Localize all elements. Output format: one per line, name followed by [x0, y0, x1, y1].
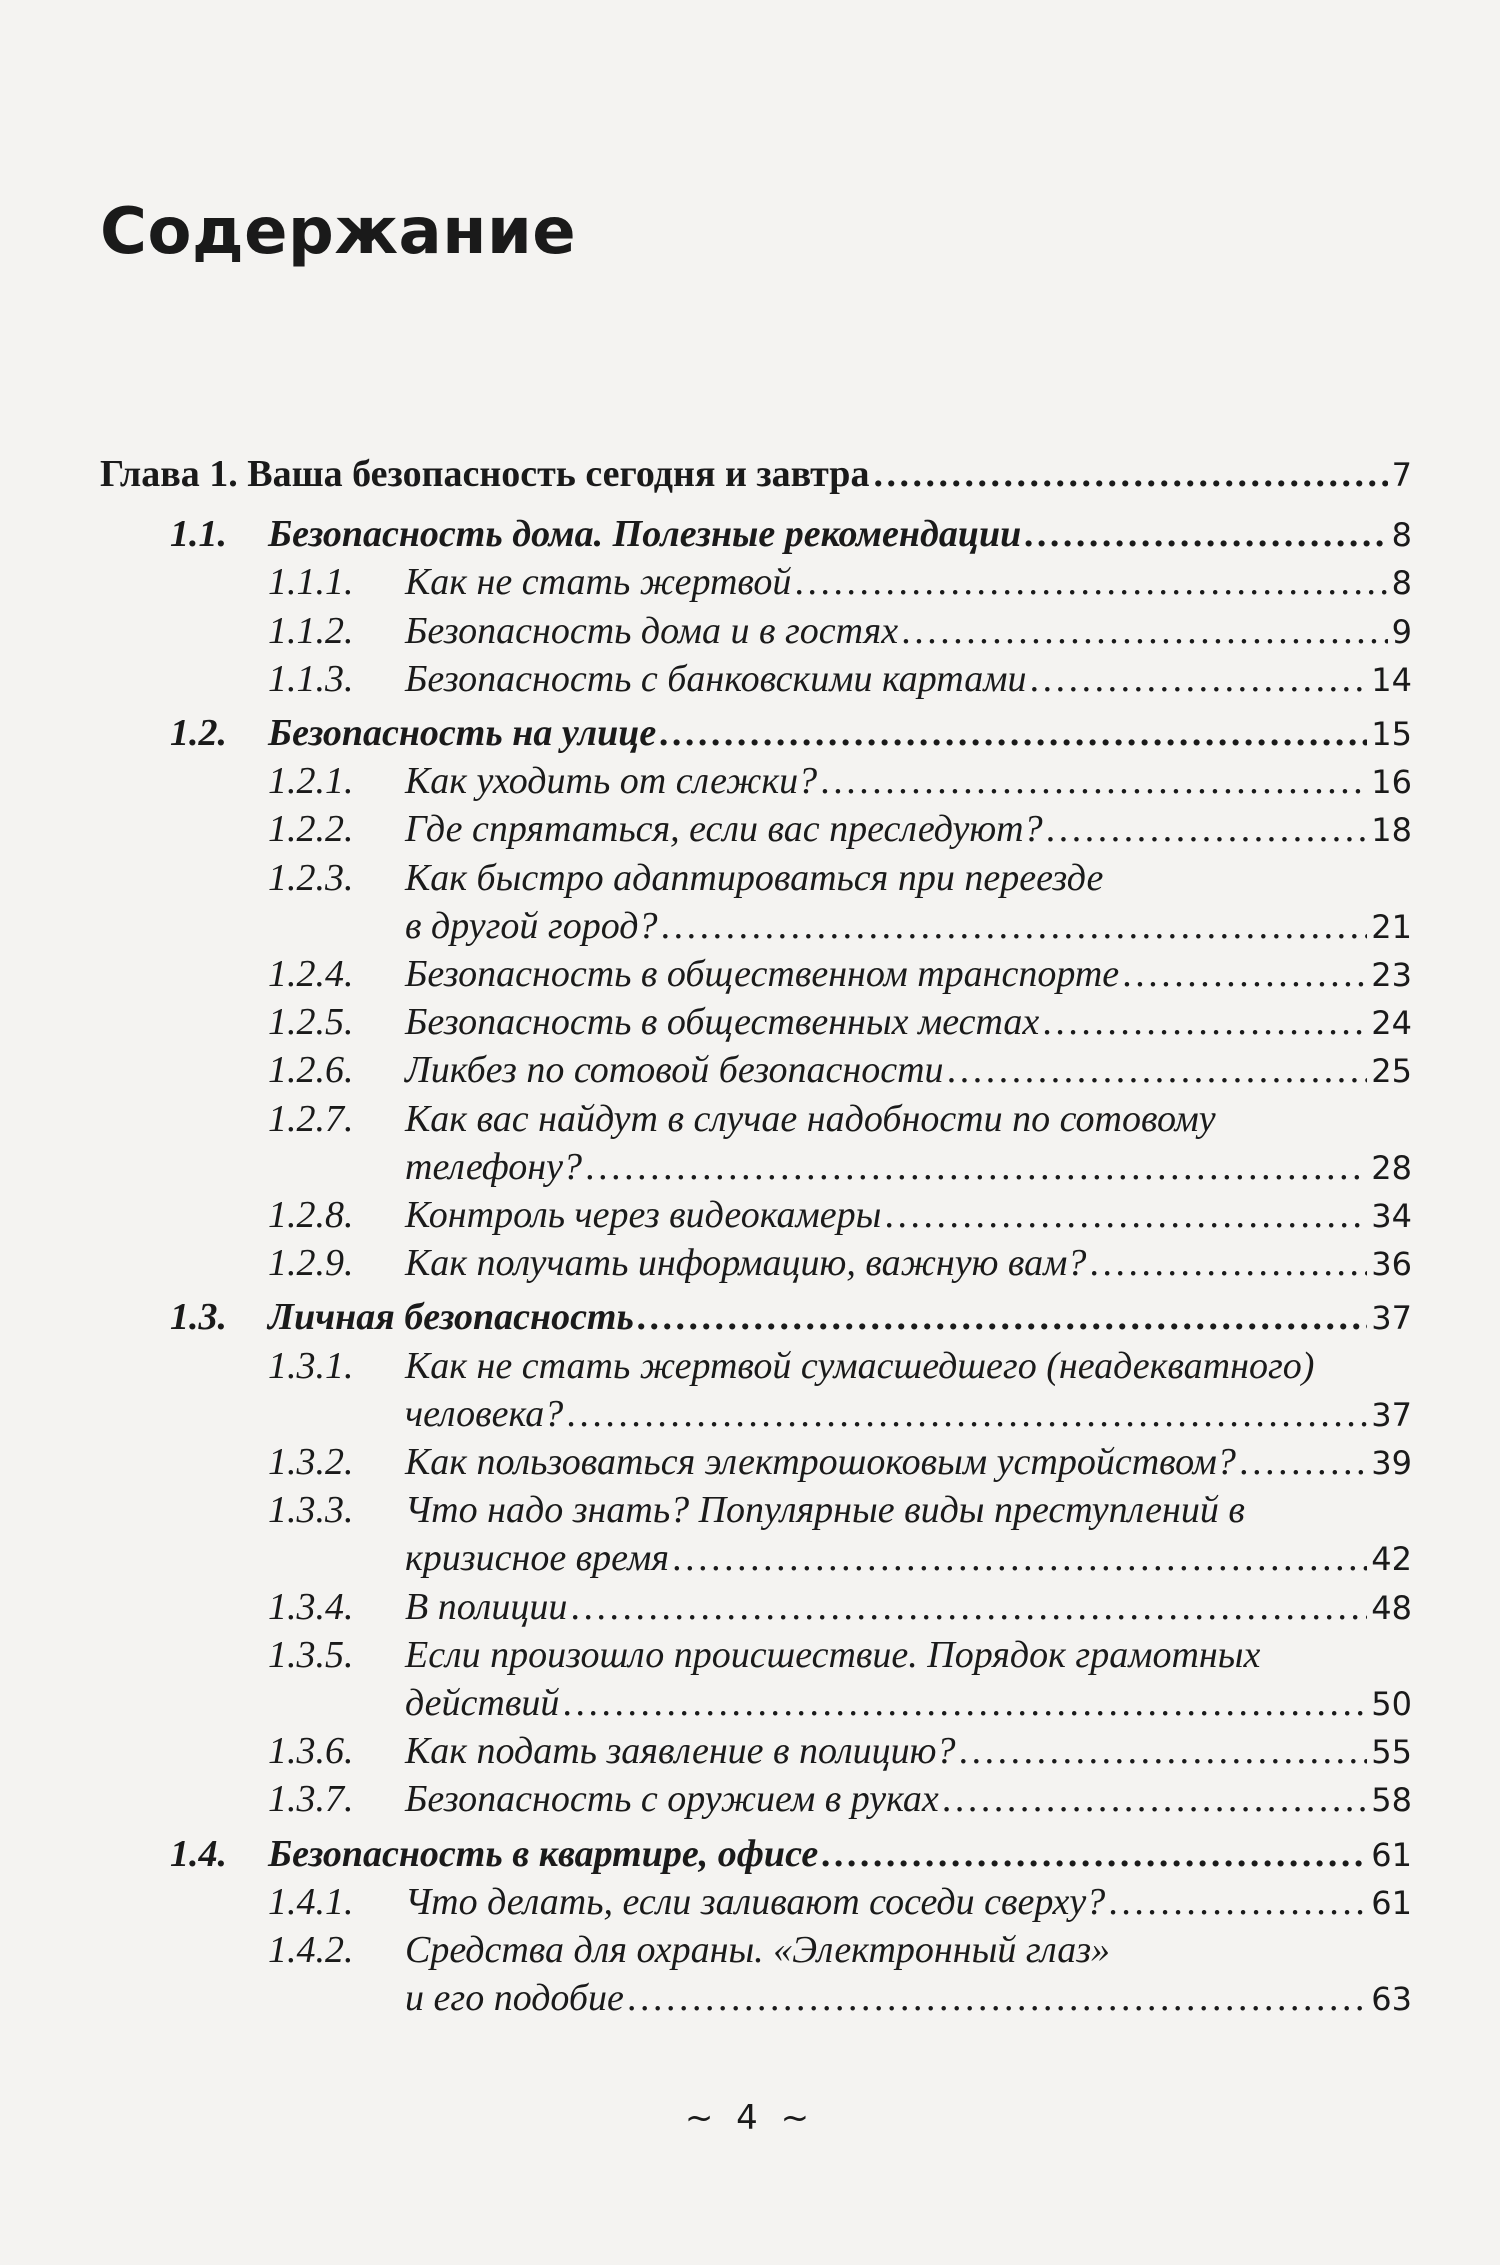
toc-page-number: 18: [1371, 811, 1412, 850]
toc-entry-number: 1.4.2.: [268, 1929, 354, 1971]
toc-entry-number: 1.3.7.: [268, 1778, 354, 1821]
toc-entry-title: Где спрятаться, если вас преследуют?: [405, 808, 1043, 851]
toc-entry-number: 1.2.6.: [268, 1049, 354, 1092]
dot-leader: [821, 757, 1367, 805]
dot-leader: [1025, 510, 1387, 558]
toc-entry-title: телефону?: [405, 1145, 582, 1188]
toc-page-number: 61: [1371, 1883, 1412, 1922]
toc-entry-number: 1.2.7.: [268, 1097, 354, 1140]
toc-entry-title: Как не стать жертвой сумасшедшего (неадекватного): [405, 1344, 1315, 1387]
toc-entry-title: Безопасность в общественном транспорте: [405, 953, 1120, 995]
toc-page-number: 34: [1371, 1197, 1412, 1235]
toc-entry-title: Как подать заявление в полицию?: [405, 1730, 956, 1773]
dot-leader: [1123, 950, 1367, 998]
toc-entry-title: и его подобие: [405, 1977, 624, 2020]
toc-entry-number: 1.3.4.: [268, 1585, 354, 1628]
toc-page-number: 42: [1371, 1540, 1412, 1579]
dot-leader: [660, 709, 1367, 757]
dot-leader: [1043, 998, 1367, 1046]
toc-entry-title: Безопасность с банковскими картами: [405, 657, 1027, 700]
toc-entry-number: 1.2.1.: [268, 760, 354, 803]
toc-page-number: 8: [1391, 564, 1412, 603]
dot-leader: [873, 450, 1387, 498]
toc-entry-title: Контроль через видеокамеры: [405, 1194, 882, 1236]
toc-entry-number: 1.1.2.: [268, 609, 354, 652]
toc-page-number: 61: [1371, 1835, 1412, 1874]
dot-leader: [571, 1583, 1367, 1631]
toc-entry-title: Что делать, если заливают соседи сверху?: [405, 1880, 1106, 1923]
toc-entry-number: 1.1.1.: [268, 561, 354, 604]
toc-entry-number: 1.3.6.: [268, 1730, 354, 1773]
toc-entry-title: человека?: [405, 1392, 564, 1435]
toc-entry-number: 1.2.8.: [268, 1194, 354, 1236]
toc-page-number: 21: [1371, 907, 1412, 946]
toc-page-number: 39: [1371, 1444, 1412, 1482]
dot-leader: [1109, 1878, 1367, 1926]
toc-entry-number: 1.2.5.: [268, 1001, 354, 1044]
dot-leader: [822, 1830, 1367, 1878]
toc-page-number: 58: [1371, 1781, 1412, 1820]
toc-entry-title: Как вас найдут в случае надобности по сотовому: [405, 1097, 1216, 1140]
toc-entry-number: 1.2.4.: [268, 953, 354, 995]
dot-leader: [1240, 1438, 1367, 1486]
toc-entry-title: Личная безопасность: [268, 1296, 634, 1339]
page-number: ~ 4 ~: [684, 2098, 816, 2138]
toc-entry-number: 1.4.1.: [268, 1880, 354, 1923]
toc-entry-number: 1.1.3.: [268, 657, 354, 700]
toc-entry-title: кризисное время: [405, 1537, 670, 1580]
toc-entry-title: Что надо знать? Популярные виды преступлений в: [405, 1489, 1245, 1532]
toc-entry-number: 1.3.2.: [268, 1441, 354, 1483]
toc-entry-title: действий: [405, 1682, 560, 1724]
toc-page-number: 16: [1371, 763, 1412, 802]
toc-entry-title: Как быстро адаптироваться при переезде: [405, 856, 1104, 899]
toc-entry-number: 1.3.: [170, 1296, 227, 1339]
toc-entry-title: Как пользоваться электрошоковым устройством?: [405, 1441, 1236, 1483]
toc-entry-title: в другой город?: [405, 904, 658, 947]
toc-entry-title: Как уходить от слежки?: [405, 760, 818, 803]
toc-page-number: 9: [1391, 612, 1412, 651]
toc-page-number: 15: [1371, 715, 1412, 753]
toc-entry-number: 1.3.1.: [268, 1344, 354, 1387]
dot-leader: [586, 1143, 1367, 1191]
toc-page-number: 37: [1371, 1395, 1412, 1434]
toc-entry-number: 1.2.3.: [268, 856, 354, 899]
toc-entry-title: Как получать информацию, важную вам?: [405, 1242, 1087, 1285]
toc-entry-title: Безопасность дома и в гостях: [405, 609, 899, 652]
toc-page-number: 14: [1371, 660, 1412, 699]
toc-entry-title: Безопасность с оружием в руках: [405, 1778, 939, 1821]
toc-page-number: 50: [1371, 1685, 1412, 1723]
dot-leader: [795, 558, 1387, 606]
toc-entry-title: Безопасность в общественных местах: [405, 1001, 1040, 1044]
dot-leader: [1047, 805, 1368, 853]
dot-leader: [1030, 655, 1367, 703]
toc-page-number: 63: [1371, 1980, 1412, 2019]
dot-leader: [567, 1390, 1367, 1438]
dot-leader: [959, 1727, 1367, 1775]
toc-page-number: 7: [1391, 456, 1412, 494]
toc-entry-number: 1.2.2.: [268, 808, 354, 851]
toc-entry-title: Безопасность на улице: [268, 712, 657, 754]
toc-entry-title: Средства для охраны. «Электронный глаз»: [405, 1929, 1111, 1971]
toc-page-number: 24: [1371, 1004, 1412, 1043]
dot-leader: [563, 1679, 1367, 1727]
toc-entry-number: 1.3.5.: [268, 1633, 354, 1676]
toc-entry-title: В полиции: [405, 1585, 568, 1628]
toc-entry-number: 1.2.: [170, 712, 227, 754]
dot-leader: [628, 1974, 1367, 2022]
toc-page-number: 23: [1371, 956, 1412, 994]
toc-entry-title: Глава 1. Ваша безопасность сегодня и завтра: [100, 453, 870, 495]
toc-entry-number: 1.2.9.: [268, 1242, 354, 1285]
toc-entry-title: Безопасность в квартире, офисе: [268, 1832, 819, 1875]
toc-entry-title: Безопасность дома. Полезные рекомендации: [268, 513, 1022, 556]
dot-leader: [661, 902, 1367, 950]
toc-page-number: 36: [1371, 1245, 1412, 1284]
dot-leader: [943, 1775, 1368, 1823]
dot-leader: [1090, 1239, 1367, 1287]
page-title: Содержание: [100, 195, 577, 269]
toc-page-number: 48: [1371, 1588, 1412, 1627]
toc-entry-number: 1.4.: [170, 1832, 227, 1875]
toc-page-number: 37: [1371, 1299, 1412, 1338]
toc-entry-title: Если произошло происшествие. Порядок грамотных: [405, 1633, 1261, 1676]
toc-page-number: 8: [1391, 516, 1412, 555]
toc-entry-title: Ликбез по сотовой безопасности: [405, 1049, 944, 1092]
dot-leader: [948, 1046, 1368, 1094]
toc-page-number: 55: [1371, 1733, 1412, 1772]
dot-leader: [902, 607, 1388, 655]
toc-page-number: 28: [1371, 1148, 1412, 1187]
dot-leader: [673, 1534, 1367, 1582]
toc-entry-number: 1.1.: [170, 513, 227, 556]
dot-leader: [885, 1191, 1367, 1239]
toc-entry-title: Как не стать жертвой: [405, 561, 792, 604]
toc-page-number: 25: [1371, 1052, 1412, 1091]
dot-leader: [638, 1293, 1367, 1341]
toc-entry-number: 1.3.3.: [268, 1489, 354, 1532]
